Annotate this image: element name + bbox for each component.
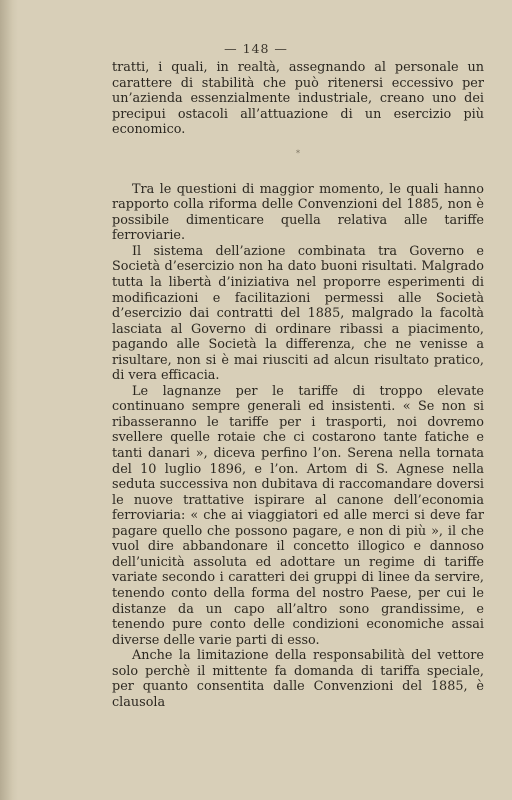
paragraph-continuation: tratti, i quali, in realtà, assegnando al personale un carattere di stabilità che può ritenersi eccessivo per un’azienda essenzialmente industriale, creano uno dei precipui ostacoli all’attuazione di un esercizio più economico. [112,60,484,138]
paragraph-liability: Anche la limitazione della responsabilità del vettore solo perchè il mittente fa domanda di tariffa speciale, per quanto consentita dalle Convenzioni del 1885, è clausola [112,648,484,710]
paragraph-complaints: Le lagnanze per le tariffe di troppo elevate continuano sempre generali ed insistenti. « Se non si ribasseranno le tariffe per i trasporti, noi dovremo svellere quelle rotaie che ci costarono tante fatiche e tanti danari », diceva perfino l’on. Serena nella tornata del 10 luglio 1896, e l’on. Artom di S. Agnese nella seduta successiva non dubitava di raccomandare doversi le nuove trattative ispirare al canone dell’economia ferroviaria: « che ai viaggiatori ed alle merci si deve far pagare quello che possono pagare, e non di più », il che vuol dire abbandonare il concetto illogico e dannoso dell’unicità assoluta ed adottare un regime di tariffe variate secondo i caratteri dei gruppi di linee da servire, tenendo conto della forma del nostro Paese, per cui le distanze da un capo all’altro sono grandissime, e tenendo pure conto delle condizioni economiche assai diverse delle varie parti di esso. [112,383,484,648]
section-separator: * [296,148,300,158]
paragraph-combined-action: Il sistema dell’azione combinata tra Governo e Società d’esercizio non ha dato buoni risultati. Malgrado tutta la libertà d’iniziativa nel proporre esperimenti di modificazioni e facilitazioni permessi alle Società d’esercizio dai contratti del 1885, malgrado la facoltà lasciata al Governo di ordinare ribassi a piacimento, pagando alle Società la differenza, che ne venisse a risultare, non si è mai riusciti ad alcun risultato pratico, di vera efficacia. [112,243,484,384]
page-body [112,60,484,710]
page-spine-shadow [0,0,18,800]
page-number: — 148 — [224,41,288,56]
paragraph-tariff-question: Tra le questioni di maggior momento, le quali hanno rapporto colla riforma delle Convenzioni del 1885, non è possibile dimenticare quella relativa alle tariffe ferroviarie. [112,181,484,244]
